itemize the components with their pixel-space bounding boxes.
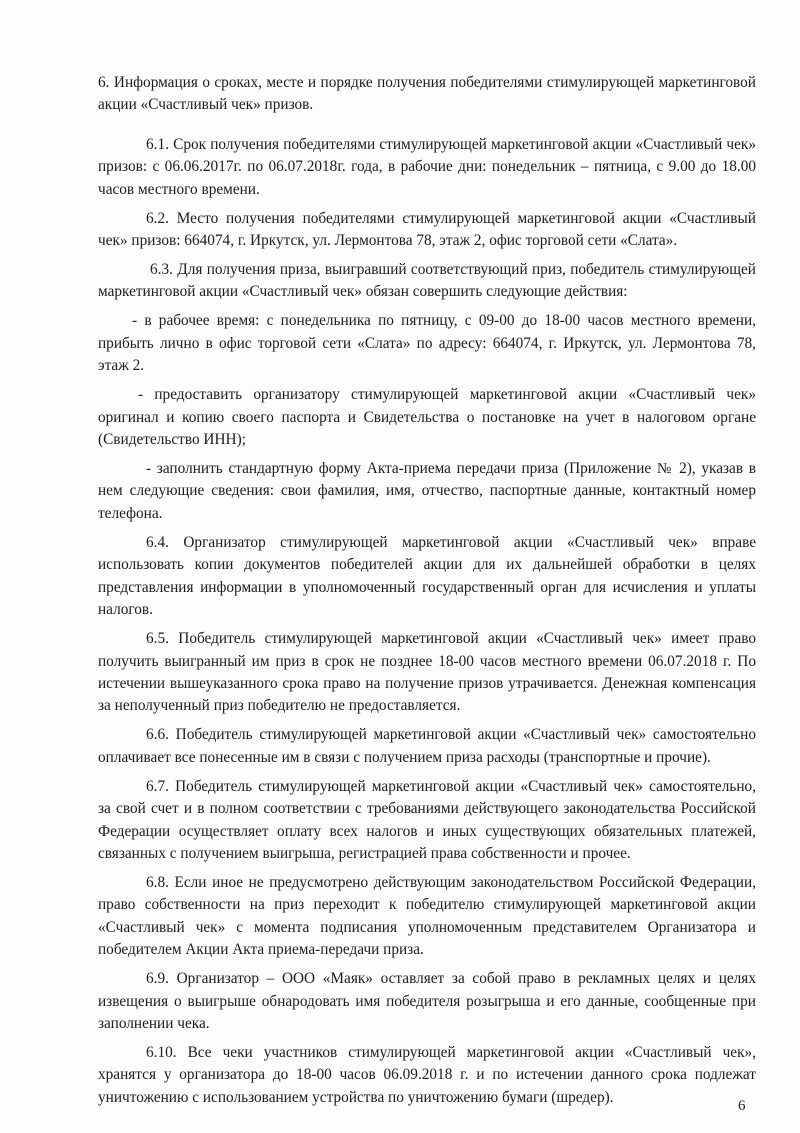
paragraph-6-1: 6.1. Срок получения победителями стимулирующей маркетинговой акции «Счастливый чек» призов: с 06.06.2017г. по 06.07.2018г. года, в рабочие дни: понедельник – пятница, с 9.00 до 18.00 часов местного времени. xyxy=(98,135,756,198)
paragraph-6-9: 6.9. Организатор – ООО «Маяк» оставляет за собой право в рекламных целях и целях извещения о выигрыше обнародовать имя победителя розыгрыша и его данные, сообщенные при заполнении чека. xyxy=(98,970,756,1032)
paragraph-6-2: 6.2. Место получения победителями стимулирующей маркетинговой акции «Счастливый чек» призов: 664074, г. Иркутск, ул. Лермонтова 78, этаж 2, офис торговой сети «Слата». xyxy=(98,209,756,250)
paragraph-6-7: 6.7. Победитель стимулирующей маркетинговой акции «Счастливый чек» самостоятельно, за свой счет и в полном соответствии с требованиями действующего законодательства Российской Федерации осуществляет оплату всех налогов и иных существующих обязательных платежей, связанных с получением выигрыша, регистрацией права собственности и прочее. xyxy=(98,777,756,862)
document-body xyxy=(98,72,756,1116)
paragraph-6-10: 6.10. Все чеки участников стимулирующей маркетинговой акции «Счастливый чек», хранятся у организатора до 18-00 часов 06.09.2018 г. и по истечении данного срока подлежат уничтожению с использованием устройства по уничтожению бумаги (шредер). xyxy=(98,1043,756,1106)
paragraph-6-8: 6.8. Если иное не предусмотрено действующим законодательством Российской Федерации, право собственности на приз переходит к победителю стимулирующей маркетинговой акции «Счастливый чек» с момента подписания уполномоченным представителем Организатора и победителем Акции Акта приема-передачи приза. xyxy=(98,873,756,959)
paragraph-6-5: 6.5. Победитель стимулирующей маркетинговой акции «Счастливый чек» имеет право получить выигранный им приз в срок не позднее 18-00 часов местного времени 06.07.2018 г. По истечении вышеуказанного срока право на получение призов утрачивается. Денежная компенсация за неполученный приз победителю не предоставляется. xyxy=(98,630,756,715)
paragraph-6-3: 6.3. Для получения приза, выигравший соответствующий приз, победитель стимулирующей маркетинговой акции «Счастливый чек» обязан совершить следующие действия: xyxy=(98,261,756,301)
section-heading: 6. Информация о сроках, месте и порядке получения победителями стимулирующей маркетинговой акции «Счастливый чек» призов. xyxy=(98,74,756,114)
list-item-documents: - предоставить организатору стимулирующей маркетинговой акции «Счастливый чек» оригинал и копию своего паспорта и Свидетельства о постановке на учет в налоговом органе (Свидетельство ИНН); xyxy=(98,386,756,449)
paragraph-6-4: 6.4. Организатор стимулирующей маркетинговой акции «Счастливый чек» вправе использовать копии документов победителей акции для их дальнейшей обработки в целях представления информации в уполномоченный государственный орган для исчисления и уплаты налогов. xyxy=(98,533,756,619)
list-item-working-hours: - в рабочее время: с понедельника по пятницу, с 09-00 до 18-00 часов местного времени, прибыть лично в офис торговой сети «Слата» по адресу: 664074, г. Иркутск, ул. Лермонтова 78, этаж 2. xyxy=(98,312,756,375)
paragraph-6-6: 6.6. Победитель стимулирующей маркетинговой акции «Счастливый чек» самостоятельно оплачивает все понесенные им в связи с получением приза расходы (транспортные и прочие). xyxy=(98,726,756,766)
list-item-act-form: - заполнить стандартную форму Акта-приема передачи приза (Приложение № 2), указав в нем следующие сведения: свои фамилия, имя, отчество, паспортные данные, контактный номер телефона. xyxy=(98,460,756,522)
page-number: 6 xyxy=(738,1098,746,1114)
